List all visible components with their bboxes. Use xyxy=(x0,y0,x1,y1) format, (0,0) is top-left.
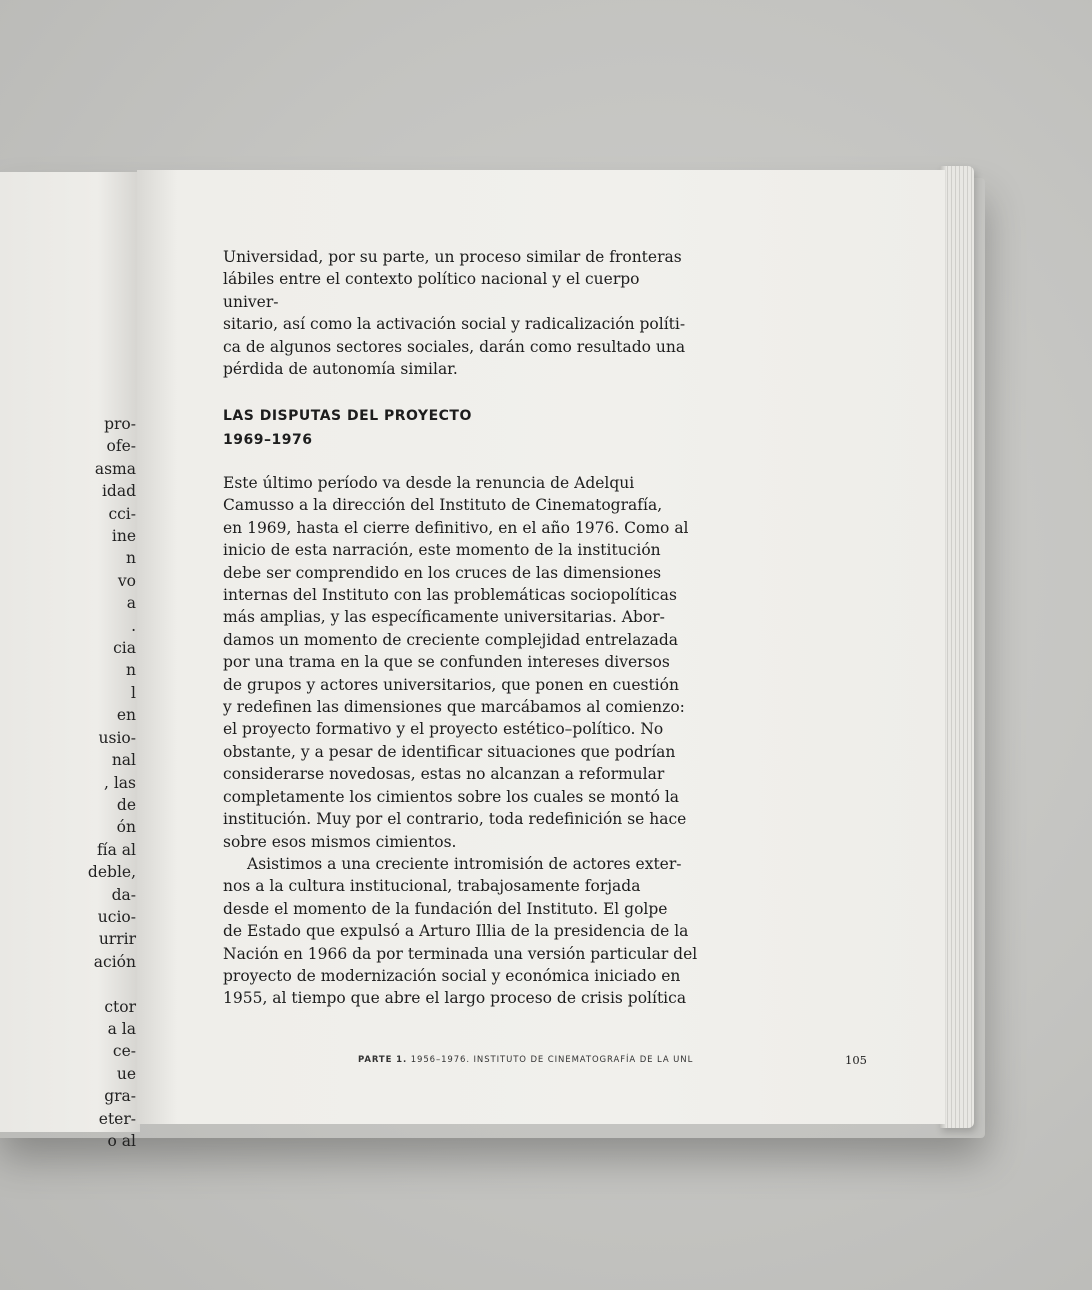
section-heading-years: 1969–1976 xyxy=(223,432,313,448)
running-footer xyxy=(358,1055,693,1065)
section-heading-title: LAS DISPUTAS DEL PROYECTO xyxy=(223,408,472,424)
page-number: 105 xyxy=(845,1053,867,1067)
left-page-text: pro- ofe- asma idad cci- ine n vo a . cia n l en usio- nal , las de ón fía al deble, da- ucio- urrir ación ctor a la ce- ue gra- eter- o al xyxy=(87,415,136,1150)
body-text-main xyxy=(223,472,698,1010)
body-text-top xyxy=(223,246,698,380)
paragraph-2: Este último período va desde la renuncia de Adelqui Camusso a la dirección del Instituto de Cinematografía, en 1969, hasta el cierre definitivo, en el año 1976. Como al inicio de esta narración, este momento de la institución debe ser comprendido en los cruces de las dimensiones internas del Instituto con las problemáticas sociopolíticas más amplias, y las específicamente universitarias. Abor- damos un momento de creciente complejidad entrelazada por una trama en la que se confunden intereses diversos de grupos y actores universitarios, que ponen en cuestión y redefinen las dimensiones que marcábamos al comienzo: el proyecto formativo y el proyecto estético–político. No obstante, y a pesar de identificar situaciones que podrían considerarse novedosas, estas no alcanzan a reformular completamente los cimientos sobre los cuales se montó la institución. Muy por el contrario, toda redefinición se hace sobre esos mismos cimientos. xyxy=(223,474,689,851)
footer-title: 1956–1976. INSTITUTO DE CINEMATOGRAFÍA DE LA UNL xyxy=(407,1055,694,1065)
section-heading xyxy=(223,404,472,452)
paragraph-1: Universidad, por su parte, un proceso similar de fronteras lábiles entre el contexto político nacional y el cuerpo univer- sitario, así como la activación social y radicalización políti- ca de algunos sectores sociales, darán como resultado una pérdida de autonomía similar. xyxy=(223,248,686,379)
page-edges xyxy=(940,166,974,1128)
paragraph-3: Asistimos a una creciente intromisión de actores exter- nos a la cultura institucional, trabajosamente forjada desde el momento de la fundación del Instituto. El golpe de Estado que expulsó a Arturo Illia de la presidencia de la Nación en 1966 da por terminada una versión particular del proyecto de modernización social y económica iniciado en 1955, al tiempo que abre el largo proceso de crisis política xyxy=(223,854,698,1008)
footer-part: PARTE 1. xyxy=(358,1055,408,1065)
left-page xyxy=(0,172,140,1150)
